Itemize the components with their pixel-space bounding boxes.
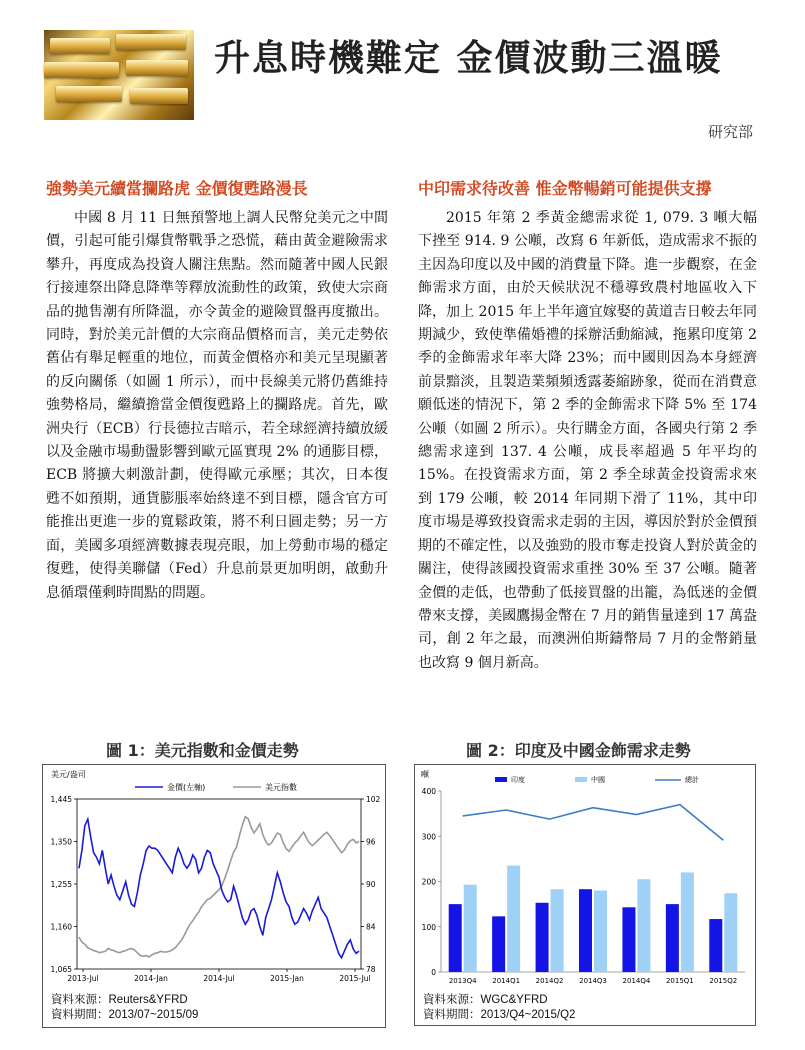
figure2-legend-total: 總計 xyxy=(685,776,699,784)
figure2-x-tick-label: 2014Q3 xyxy=(579,977,607,985)
figure2-legend-india-swatch xyxy=(495,777,507,782)
right-section-heading: 中印需求待改善 惟金幣暢銷可能提供支撐 xyxy=(418,179,712,198)
figure2-chart xyxy=(415,765,755,1025)
department-label: 研究部 xyxy=(707,123,753,141)
figure2-bar-china xyxy=(724,893,737,972)
figure1-x-tick-label: 2013-Jul xyxy=(67,974,99,983)
figure2-y-tick-label: 300 xyxy=(421,832,436,842)
figure2-bar-india xyxy=(449,904,462,972)
figure2-bar-india xyxy=(666,904,679,972)
figure2-y-label: 噸 xyxy=(421,770,429,779)
figure1-left-tick-label: 1,445 xyxy=(50,795,72,804)
figure2-legend-china-swatch xyxy=(575,777,587,782)
figure1-box xyxy=(42,764,386,1028)
left-body xyxy=(46,207,388,605)
figure1-caption: 圖 1：美元指數和金價走勢 xyxy=(106,741,299,760)
figure2-y-tick-label: 200 xyxy=(421,877,436,887)
figure2-bar-india xyxy=(536,903,549,972)
figure2-source: 資料來源：WGC&YFRD xyxy=(423,994,548,1006)
figure2-legend-india: 印度 xyxy=(511,776,525,784)
figure2-box xyxy=(414,764,756,1026)
figure2-bar-china xyxy=(551,889,564,972)
figure2-x-tick-label: 2014Q4 xyxy=(622,977,651,985)
left-body-text: 中國 8 月 11 日無預警地上調人民幣兌美元之中間價，引起可能引爆貨幣戰爭之恐慌，藉由黃金避險需求攀升，再度成為投資人關注焦點。然而隨著中國人民銀行接連祭出降息降準等釋放流動性的政策，致使大宗商品的拋售潮有所降溫，亦令黃金的避險買盤再度撤出。同時，對於美元計價的大宗商品價格而言，美元走勢依舊佔有舉足輕重的地位，而黃金價格亦和美元呈現顯著的反向關係（如圖 1 所示），而中長線美元將仍舊維持強勢格局，繼續擔當金價復甦路上的攔路虎。首先，歐洲央行（ECB）行長德拉吉暗示，若全球經濟持續放緩以及金融市場動盪影響到歐元區實現 2% 的通膨目標，ECB 將擴大刺激計劃，使得歐元承壓；其次，日本復甦不如預期，通貨膨脹率始終達不到目標，隱含官方可能推出更進一步的寬鬆政策，將不利日圓走勢；另一方面，美國多項經濟數據表現亮眼，加上勞動市場的穩定復甦，使得美聯儲（Fed）升息前景更加明朗，啟動升息循環僅剩時間點的問題。 xyxy=(46,210,388,601)
figure1-left-tick-label: 1,160 xyxy=(50,922,72,932)
figure2-x-tick-label: 2014Q2 xyxy=(535,977,564,985)
figure2-period: 資料期間：2013/Q4~2015/Q2 xyxy=(423,1009,576,1021)
figure1-x-tick-label: 2015-Jan xyxy=(270,974,304,983)
right-body-text: 2015 年第 2 季黃金總需求從 1, 079. 3 噸大幅下挫至 914. 9 公噸，改寫 6 年新低，造成需求不振的主因為印度以及中國的消費量下降。進一步觀察，在金飾需求方面，由於天候狀況不穩導致農村地區收入下降，加上 2015 年上半年適宜嫁娶的黃道吉日較去年同期減少，致使準備婚禮的採辦活動縮減，拖累印度第 2 季的金飾需求年率大降 23%；而中國則因為本身經濟前景黯淡，且製造業頻頻透露萎縮跡象，從而在消費意願低迷的情況下，第 2 季的金飾需求下降 5% 至 174 公噸（如圖 2 所示）。央行購金方面，各國央行第 2 季總需求達到 137. 4 公噸，成長率超過 5 年平均的 15%。在投資需求方面，第 2 季全球黃金投資需求來到 179 公噸，較 2014 年同期下滑了 11%，其中印度市場是導致投資需求走弱的主因，導因於對於金價預期的不確定性，以及強勁的股市奪走投資人對於黃金的關注，使得該國投資需求重挫 30% 至 37 公噸。隨著金價的走低，也帶動了低接買盤的出籠，為低迷的金價帶來支撐，美國鷹揚金幣在 7 月的銷售量達到 17 萬盎司，創 2 年之最，而澳洲伯斯鑄幣局 7 月的金幣銷量也改寫 9 個月新高。 xyxy=(418,210,757,671)
figure1-plot-frame xyxy=(77,799,361,969)
figure2-caption: 圖 2：印度及中國金飾需求走勢 xyxy=(466,741,691,760)
figure1-right-tick-label: 90 xyxy=(366,880,376,889)
figure2-x-tick-label: 2014Q1 xyxy=(492,977,521,985)
figure2-bar-india xyxy=(622,907,635,972)
figure2-bar-india xyxy=(579,889,592,972)
gold-bars-image xyxy=(44,30,194,120)
figure2-bar-india xyxy=(492,916,505,972)
left-section-heading: 強勢美元續當攔路虎 金價復甦路漫長 xyxy=(46,179,308,198)
figure2-bar-china xyxy=(637,879,650,972)
figure2-y-tick-label: 400 xyxy=(421,787,436,796)
figure2-y-tick-label: 0 xyxy=(431,968,436,977)
figure2-x-tick-label: 2015Q1 xyxy=(665,977,694,985)
figure2-x-tick-label: 2013Q4 xyxy=(448,977,477,985)
figure1-left-tick-label: 1,255 xyxy=(50,880,72,889)
figure2-bar-china xyxy=(594,891,607,972)
figure2-bar-china xyxy=(464,885,477,972)
page-title: 升息時機難定 金價波動三溫暖 xyxy=(214,38,723,79)
figure2-bar-china xyxy=(507,866,520,972)
figure2-bar-china xyxy=(681,872,694,972)
figure1-right-tick-label: 102 xyxy=(366,795,381,804)
figure1-period: 資料期間：2013/07~2015/09 xyxy=(51,1009,199,1021)
figure1-right-tick-label: 96 xyxy=(366,837,376,847)
figure2-total-line xyxy=(463,805,724,841)
figure1-legend-usd: 美元指數 xyxy=(265,783,297,792)
figure1-source: 資料來源：Reuters&YFRD xyxy=(51,994,188,1006)
figure1-left-tick-label: 1,350 xyxy=(50,837,72,847)
right-body xyxy=(418,207,757,675)
figure2-bar-india xyxy=(709,919,722,972)
figure1-usd-index-line xyxy=(79,817,359,957)
figure1-x-tick-label: 2014-Jul xyxy=(203,974,235,983)
figure2-legend-china: 中國 xyxy=(591,776,605,784)
figure1-right-tick-label: 84 xyxy=(366,922,376,932)
figure1-left-tick-label: 1,065 xyxy=(50,965,72,974)
figure1-x-tick-label: 2014-Jan xyxy=(134,974,168,983)
figure2-y-tick-label: 100 xyxy=(421,922,436,932)
figure1-x-tick-label: 2015-Jul xyxy=(339,974,371,983)
figure1-chart xyxy=(43,765,385,1027)
figure1-y-label: 美元/盎司 xyxy=(51,770,86,779)
figure1-legend-gold: 金價(左軸) xyxy=(167,783,206,792)
figure2-x-tick-label: 2015Q2 xyxy=(709,977,738,985)
figure1-right-tick-label: 78 xyxy=(366,965,376,974)
